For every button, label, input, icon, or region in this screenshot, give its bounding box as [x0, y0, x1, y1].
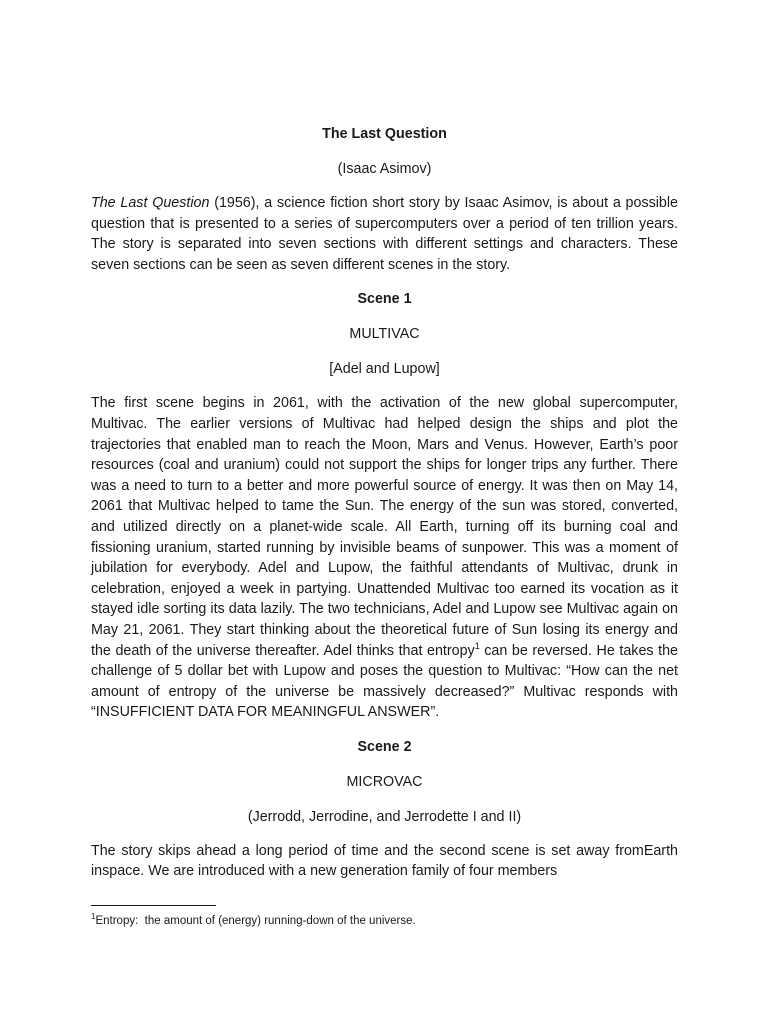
- scene1-paragraph: [91, 393, 678, 723]
- footnote-reference[interactable]: 1: [474, 640, 480, 651]
- footnote-divider: [91, 905, 216, 906]
- scene1-text-part1: The first scene begins in 2061, with the activation of the new global supercomputer, Multivac. The earlier versions of Multivac had helped design the ships and plot the trajectories that enabled man to reach the Moon, Mars and Venus. However, Earth’s poor resources (coal and uranium) could not support the ships for longer trips any further. There was a need to turn to a better and more powerful source of energy. It was then on May 14, 2061 that Multivac helped to tame the Sun. The energy of the sun was stored, converted, and utilized directly on a planet-wide scale. All Earth, turning off its burning coal and fissioning uranium, started running by invisible beams of sunpower. This was a moment of jubilation for everybody. Adel and Lupow, the faithful attendants of Multivac, drunk in celebration, enjoyed a week in partying. Unattended Multivac too earned its vocation as it stayed idle sorting its data lazily. The two technicians, Adel and Lupow see Multivac again on May 21, 2061. They start thinking about the theoretical future of Sun losing its energy and the death of the universe thereafter. Adel thinks that entropy: [91, 395, 678, 659]
- scene2-characters: (Jerrodd, Jerrodine, and Jerrodette I and II): [247, 808, 522, 825]
- scene1-text-part2: can be reversed. He takes the challenge of 5 dollar bet with Lupow and poses the question to Multivac: “How can the net amount of entropy of the universe be massively decreased?” Multivac responds with “INSUFFICIENT DATA FOR MEANINGFUL ANSWER”.: [91, 642, 678, 721]
- document-title: The Last Question: [322, 126, 447, 142]
- scene2-paragraph: The story skips ahead a long period of time and the second scene is set away fromEarth inspace. We are introduced with a new generation family of four members: [91, 842, 678, 880]
- intro-italic-title: The Last Question: [91, 195, 210, 211]
- scene2-name: MICROVAC: [346, 773, 423, 790]
- intro-text: (1956), a science fiction short story by Isaac Asimov, is about a possible question that is presented to a series of supercomputers over a period of ten trillion years. The story is separated into seven sections with different settings and characters. These seven sections can be seen as seven different scenes in the story.: [91, 195, 679, 273]
- footnote-marker: 1: [91, 912, 96, 922]
- scene2-heading: Scene 2: [357, 738, 412, 755]
- document-author: (Isaac Asimov): [337, 161, 432, 177]
- scene1-name: MULTIVAC: [349, 326, 420, 343]
- intro-paragraph: [91, 193, 678, 275]
- footnote-text: Entropy: the amount of (energy) running-down of the universe.: [95, 915, 416, 927]
- document-page: [91, 124, 678, 882]
- scene1-heading: Scene 1: [357, 291, 412, 308]
- scene1-characters: [Adel and Lupow]: [329, 361, 440, 378]
- footnote: [91, 913, 416, 929]
